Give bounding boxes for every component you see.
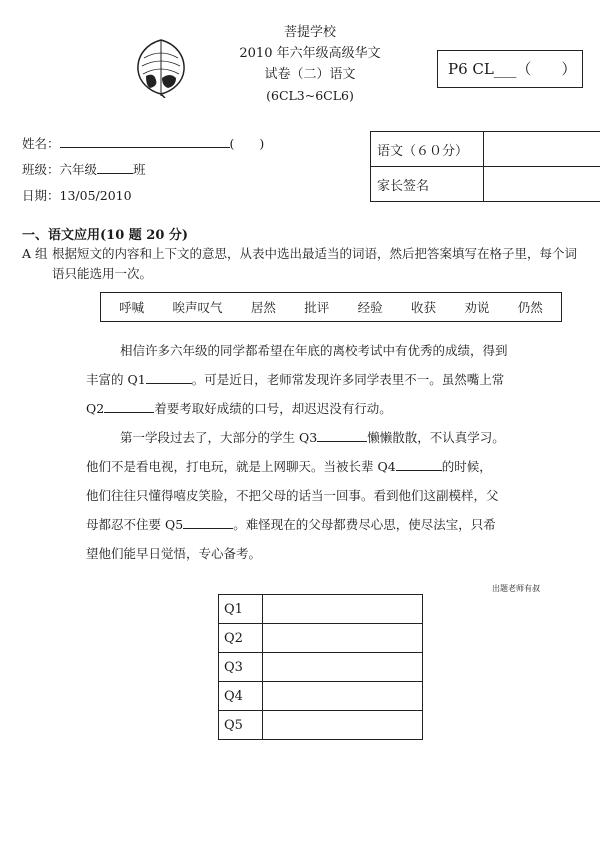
- passage-text: 第一学段过去了，大部分的学生 Q3: [120, 430, 318, 445]
- answer-row: [219, 595, 423, 624]
- school-name: 菩提学校: [283, 25, 336, 40]
- blank-q1: [146, 371, 192, 384]
- group-label: A 组: [22, 246, 48, 261]
- word-bank-item: 唉声叹气: [172, 300, 223, 315]
- answer-label: Q3: [219, 653, 263, 682]
- answer-cell[interactable]: [263, 653, 423, 682]
- passage-text: 。难怪现在的父母都费尽心思，使尽法宝，只希: [233, 517, 496, 532]
- answer-label: Q1: [219, 595, 263, 624]
- passage-line: [86, 365, 586, 394]
- blank-q5: [183, 516, 233, 529]
- word-bank-item: 收获: [411, 300, 437, 315]
- answer-cell[interactable]: [263, 682, 423, 711]
- name-label: 姓名：: [22, 136, 60, 151]
- index-bracket: ( ): [229, 136, 265, 151]
- passage-text: 。可是近日，老师常发现许多同学表里不一。虽然嘴上常: [191, 372, 505, 387]
- answer-cell[interactable]: [263, 595, 423, 624]
- word-bank-item: 劝说: [464, 300, 490, 315]
- word-bank-item: 居然: [250, 300, 276, 315]
- answer-cell[interactable]: [263, 711, 423, 740]
- passage-line: [86, 394, 586, 423]
- passage-text: 懒懒散散，不认真学习。: [367, 430, 505, 445]
- teacher-note: 出题老师有叔: [492, 584, 540, 593]
- parent-sign-label: 家长签名: [371, 167, 484, 202]
- word-bank-item: 经验: [357, 300, 383, 315]
- answer-row: [219, 682, 423, 711]
- blank-q4: [396, 458, 442, 471]
- passage-text: 丰富的 Q1: [86, 372, 146, 387]
- blank-q2: [104, 400, 154, 413]
- class-row: [22, 160, 146, 178]
- date-row: [22, 186, 132, 204]
- class-field[interactable]: [97, 161, 133, 174]
- paper-title: 试卷（二）语文: [264, 67, 356, 82]
- answer-row: [219, 653, 423, 682]
- class-number-text: P6 CL___（ ）: [448, 60, 577, 78]
- section-title: 一、语文应用(10 题 20 分): [22, 228, 189, 243]
- answer-row: [219, 624, 423, 653]
- sign-row: [371, 167, 600, 202]
- school-logo: [132, 36, 190, 98]
- passage-text: Q2: [86, 401, 105, 416]
- passage-line: [120, 423, 586, 452]
- answer-row: [219, 711, 423, 740]
- answer-label: Q4: [219, 682, 263, 711]
- passage: [86, 336, 586, 568]
- passage-line: [86, 452, 586, 481]
- answer-table: [218, 594, 423, 740]
- score-subject-label: 语文（６０分）: [371, 132, 484, 167]
- answer-label: Q2: [219, 624, 263, 653]
- name-field[interactable]: [60, 135, 230, 148]
- word-bank: [100, 292, 562, 322]
- score-table: [370, 131, 600, 202]
- parent-sign-cell[interactable]: [484, 167, 600, 202]
- passage-text: 着要考取好成绩的口号，却迟迟没有行动。: [154, 401, 392, 416]
- passage-text: 他们不是看电视，打电玩，就是上网聊天。当被长辈 Q4: [86, 459, 396, 474]
- name-row: [22, 134, 264, 152]
- exam-title: 2010 年六年级高级华文: [239, 46, 381, 61]
- date-value: 13/05/2010: [59, 188, 132, 203]
- blank-q3: [317, 429, 367, 442]
- passage-line: [86, 510, 586, 539]
- class-suffix: 班: [133, 162, 146, 177]
- answer-label: Q5: [219, 711, 263, 740]
- word-bank-item: 呼喊: [119, 300, 145, 315]
- date-label: 日期：: [22, 188, 60, 203]
- instruction-text: 根据短文的内容和上下文的意思，从表中选出最适当的词语，然后把答案填写在格子里，每个词语只能选用一次。: [52, 246, 578, 281]
- passage-text: 的时候，: [441, 459, 492, 474]
- answer-cell[interactable]: [263, 624, 423, 653]
- word-bank-item: 批评: [304, 300, 330, 315]
- word-bank-item: 仍然: [517, 300, 543, 315]
- class-number-box: [437, 50, 583, 88]
- passage-text: 母都忍不住要 Q5: [86, 517, 184, 532]
- class-range: (6CL3~6CL6): [266, 88, 354, 103]
- passage-line: 望他们能早日觉悟，专心备考。: [86, 546, 262, 561]
- passage-line: 他们往往只懂得嘻皮笑脸，不把父母的话当一回事。看到他们这副模样，父: [86, 488, 499, 503]
- score-row: [371, 132, 600, 167]
- passage-line: 相信许多六年级的同学都希望在年底的离校考试中有优秀的成绩，得到: [120, 343, 508, 358]
- score-cell[interactable]: [484, 132, 600, 167]
- class-label: 班级：六年级: [22, 162, 98, 177]
